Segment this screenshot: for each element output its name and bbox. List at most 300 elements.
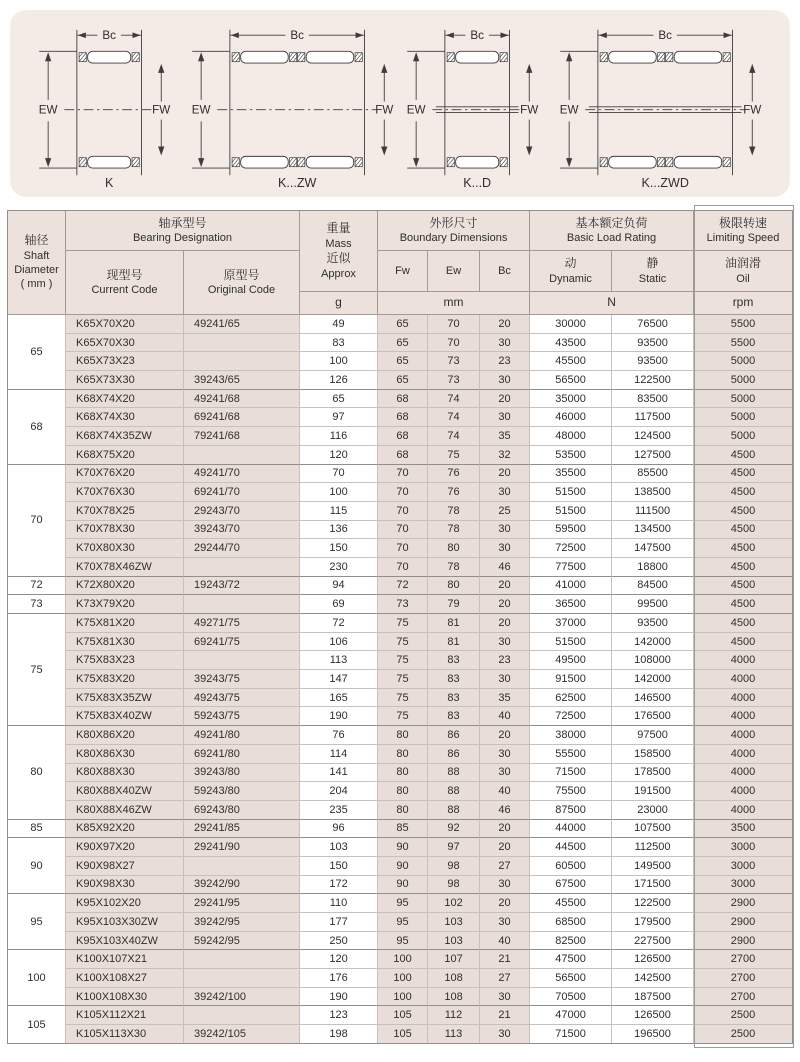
cell-static-load: 178500 (612, 764, 694, 783)
cell-bc: 40 (480, 707, 530, 726)
cell-mass: 76 (300, 726, 378, 745)
cell-current-code: K68X74X35ZW (66, 427, 184, 446)
cell-fw: 95 (378, 932, 428, 951)
cell-ew: 81 (428, 633, 480, 652)
cell-fw: 73 (378, 595, 428, 614)
cell-dynamic-load: 82500 (530, 932, 612, 951)
cell-oil-speed: 4500 (694, 446, 792, 465)
cell-static-load: 179500 (612, 913, 694, 932)
cell-static-load: 147500 (612, 539, 694, 558)
cell-current-code: K68X74X30 (66, 408, 184, 427)
cell-dynamic-load: 43500 (530, 334, 612, 353)
cell-current-code: K70X80X30 (66, 539, 184, 558)
cell-fw: 75 (378, 689, 428, 708)
cell-original-code: 69241/75 (184, 633, 300, 652)
designation-header-zh: 轴承型号 (158, 215, 207, 230)
cell-original-code (184, 558, 300, 577)
oil-header-zh: 油润滑 (725, 256, 762, 271)
cell-mass: 110 (300, 894, 378, 913)
table-row (8, 932, 792, 951)
shaft-header-unit: ( mm ) (20, 278, 53, 291)
cell-dynamic-load: 53500 (530, 446, 612, 465)
cell-current-code: K75X83X40ZW (66, 707, 184, 726)
cell-oil-speed: 4500 (694, 595, 792, 614)
cell-bc: 30 (480, 633, 530, 652)
cell-original-code: 19243/72 (184, 577, 300, 596)
cell-original-code (184, 857, 300, 876)
cell-original-code: 29241/95 (184, 894, 300, 913)
cell-bc: 30 (480, 334, 530, 353)
cell-ew: 74 (428, 390, 480, 409)
bearing-spec-table (7, 210, 793, 1044)
table-row (8, 745, 792, 764)
table-row (8, 820, 792, 839)
cell-mass: 141 (300, 764, 378, 783)
cell-oil-speed: 2900 (694, 932, 792, 951)
cell-original-code: 49271/75 (184, 614, 300, 633)
table-row (8, 465, 792, 484)
cell-fw: 80 (378, 726, 428, 745)
cell-fw: 65 (378, 315, 428, 334)
cell-ew: 113 (428, 1025, 480, 1043)
cell-dynamic-load: 36500 (530, 595, 612, 614)
col-header-fw (378, 251, 428, 292)
load-header-en: Basic Load Rating (566, 232, 657, 245)
mass-header-zh2: 近似 (326, 251, 351, 265)
cell-original-code: 49243/75 (184, 689, 300, 708)
cell-ew: 103 (428, 913, 480, 932)
table-row (8, 670, 792, 689)
cell-oil-speed: 2700 (694, 969, 792, 988)
cell-current-code: K100X108X27 (66, 969, 184, 988)
cell-oil-speed: 4000 (694, 651, 792, 670)
cell-original-code: 39242/90 (184, 876, 300, 895)
cell-bc: 30 (480, 521, 530, 540)
cell-oil-speed: 4000 (694, 707, 792, 726)
cell-mass: 113 (300, 651, 378, 670)
cell-current-code: K85X92X20 (66, 820, 184, 839)
table-row (8, 483, 792, 502)
cell-current-code: K70X78X25 (66, 502, 184, 521)
svg-text:FW: FW (374, 103, 393, 117)
cell-bc: 21 (480, 1006, 530, 1025)
bearing-diagram-KD (400, 13, 553, 201)
table-row (8, 969, 792, 988)
bearing-diagram-KZW (185, 13, 400, 201)
cell-shaft-diameter: 70 (8, 465, 66, 577)
cell-original-code: 69243/80 (184, 801, 300, 820)
cell-dynamic-load: 45500 (530, 894, 612, 913)
cell-ew: 75 (428, 446, 480, 465)
cell-shaft-diameter: 95 (8, 894, 66, 950)
cell-static-load: 93500 (612, 614, 694, 633)
cell-mass: 176 (300, 969, 378, 988)
cell-original-code: 59243/80 (184, 782, 300, 801)
cell-original-code (184, 969, 300, 988)
cell-mass: 72 (300, 614, 378, 633)
table-row (8, 764, 792, 783)
cell-ew: 70 (428, 315, 480, 334)
cell-original-code: 69241/68 (184, 408, 300, 427)
cell-oil-speed: 4000 (694, 764, 792, 783)
cell-oil-speed: 4500 (694, 483, 792, 502)
cell-static-load: 18800 (612, 558, 694, 577)
boundary-header-zh: 外形尺寸 (429, 215, 478, 230)
table-row (8, 1006, 792, 1025)
cell-shaft-diameter: 73 (8, 595, 66, 614)
cell-ew: 83 (428, 651, 480, 670)
svg-text:Bc: Bc (102, 29, 116, 43)
cell-ew: 107 (428, 950, 480, 969)
cell-static-load: 126500 (612, 1006, 694, 1025)
cell-fw: 85 (378, 820, 428, 839)
cell-mass: 150 (300, 857, 378, 876)
cell-bc: 30 (480, 483, 530, 502)
cell-current-code: K75X83X35ZW (66, 689, 184, 708)
cell-static-load: 107500 (612, 820, 694, 839)
cell-mass: 120 (300, 950, 378, 969)
cell-mass: 120 (300, 446, 378, 465)
col-header-dynamic (530, 251, 612, 292)
cell-static-load: 149500 (612, 857, 694, 876)
cell-fw: 65 (378, 352, 428, 371)
table-row (8, 838, 792, 857)
col-header-bearing-designation (66, 211, 300, 251)
cell-shaft-diameter: 65 (8, 315, 66, 390)
cell-bc: 32 (480, 446, 530, 465)
cell-bc: 30 (480, 539, 530, 558)
bearing-diagrams-panel (10, 10, 790, 197)
cell-fw: 70 (378, 521, 428, 540)
svg-text:Bc: Bc (657, 29, 672, 43)
cell-original-code (184, 950, 300, 969)
cell-ew: 80 (428, 577, 480, 596)
cell-mass: 114 (300, 745, 378, 764)
cell-current-code: K70X76X30 (66, 483, 184, 502)
table-row (8, 894, 792, 913)
cell-shaft-diameter: 80 (8, 726, 66, 819)
cell-bc: 46 (480, 558, 530, 577)
cell-fw: 68 (378, 427, 428, 446)
static-header-en: Static (638, 272, 667, 285)
bc-label: Bc (498, 264, 511, 277)
cell-fw: 80 (378, 764, 428, 783)
cell-original-code: 69241/80 (184, 745, 300, 764)
cell-original-code: 39243/80 (184, 764, 300, 783)
cell-original-code (184, 446, 300, 465)
col-header-limiting-speed (694, 211, 792, 251)
cell-fw: 90 (378, 857, 428, 876)
cell-oil-speed: 5500 (694, 334, 792, 353)
cell-shaft-diameter: 72 (8, 577, 66, 596)
cell-static-load: 227500 (612, 932, 694, 951)
cell-current-code: K90X98X27 (66, 857, 184, 876)
cell-ew: 112 (428, 1006, 480, 1025)
cell-mass: 230 (300, 558, 378, 577)
cell-static-load: 138500 (612, 483, 694, 502)
table-row (8, 633, 792, 652)
cell-fw: 75 (378, 651, 428, 670)
cell-original-code: 49241/65 (184, 315, 300, 334)
designation-header-en: Bearing Designation (132, 232, 233, 245)
cell-static-load: 84500 (612, 577, 694, 596)
cell-original-code: 39242/100 (184, 988, 300, 1007)
unit-mass: g (300, 292, 378, 315)
cell-bc: 35 (480, 689, 530, 708)
svg-text:EW: EW (38, 103, 58, 117)
cell-shaft-diameter: 85 (8, 820, 66, 839)
cell-bc: 30 (480, 988, 530, 1007)
cell-dynamic-load: 30000 (530, 315, 612, 334)
cell-original-code: 29241/85 (184, 820, 300, 839)
cell-fw: 65 (378, 371, 428, 390)
cell-current-code: K80X88X40ZW (66, 782, 184, 801)
cell-dynamic-load: 67500 (530, 876, 612, 895)
cell-dynamic-load: 47500 (530, 950, 612, 969)
fw-label: Fw (395, 264, 410, 277)
cell-ew: 78 (428, 558, 480, 577)
cell-original-code (184, 352, 300, 371)
col-header-static (612, 251, 694, 292)
cell-ew: 83 (428, 707, 480, 726)
cell-current-code: K75X83X23 (66, 651, 184, 670)
cell-static-load: 108000 (612, 651, 694, 670)
cell-current-code: K75X83X20 (66, 670, 184, 689)
cell-oil-speed: 2500 (694, 1025, 792, 1043)
cell-mass: 70 (300, 465, 378, 484)
cell-static-load: 196500 (612, 1025, 694, 1043)
cell-fw: 68 (378, 446, 428, 465)
cell-original-code (184, 334, 300, 353)
cell-static-load: 146500 (612, 689, 694, 708)
cell-bc: 35 (480, 427, 530, 446)
cell-static-load: 124500 (612, 427, 694, 446)
cell-ew: 83 (428, 689, 480, 708)
cell-original-code: 39242/105 (184, 1025, 300, 1043)
cell-dynamic-load: 55500 (530, 745, 612, 764)
cell-static-load: 85500 (612, 465, 694, 484)
svg-text:K...ZW: K...ZW (277, 175, 316, 190)
cell-fw: 100 (378, 969, 428, 988)
cell-fw: 80 (378, 745, 428, 764)
cell-fw: 70 (378, 465, 428, 484)
cell-oil-speed: 3000 (694, 876, 792, 895)
cell-static-load: 191500 (612, 782, 694, 801)
cell-bc: 20 (480, 390, 530, 409)
cell-static-load: 142500 (612, 969, 694, 988)
cell-dynamic-load: 91500 (530, 670, 612, 689)
cell-fw: 105 (378, 1006, 428, 1025)
cell-mass: 172 (300, 876, 378, 895)
cell-current-code: K95X103X30ZW (66, 913, 184, 932)
col-header-basic-load-rating (530, 211, 694, 251)
cell-fw: 70 (378, 539, 428, 558)
cell-fw: 95 (378, 894, 428, 913)
cell-mass: 83 (300, 334, 378, 353)
table-row (8, 950, 792, 969)
table-row (8, 558, 792, 577)
speed-header-en: Limiting Speed (706, 232, 780, 245)
cell-fw: 105 (378, 1025, 428, 1043)
cell-ew: 73 (428, 371, 480, 390)
cell-static-load: 93500 (612, 352, 694, 371)
cell-bc: 30 (480, 764, 530, 783)
cell-oil-speed: 2700 (694, 950, 792, 969)
cell-static-load: 76500 (612, 315, 694, 334)
cell-mass: 147 (300, 670, 378, 689)
cell-static-load: 126500 (612, 950, 694, 969)
cell-static-load: 142000 (612, 633, 694, 652)
table-row (8, 334, 792, 353)
cell-current-code: K80X88X30 (66, 764, 184, 783)
boundary-header-en: Boundary Dimensions (399, 232, 508, 245)
cell-ew: 86 (428, 745, 480, 764)
cell-dynamic-load: 44500 (530, 838, 612, 857)
cell-current-code: K65X70X30 (66, 334, 184, 353)
table-row (8, 876, 792, 895)
col-header-boundary-dimensions (378, 211, 530, 251)
cell-oil-speed: 4500 (694, 614, 792, 633)
cell-mass: 136 (300, 521, 378, 540)
cell-original-code: 39243/70 (184, 521, 300, 540)
cell-fw: 68 (378, 390, 428, 409)
cell-current-code: K95X102X20 (66, 894, 184, 913)
cell-fw: 100 (378, 950, 428, 969)
cell-current-code: K70X78X46ZW (66, 558, 184, 577)
cell-bc: 20 (480, 577, 530, 596)
cell-dynamic-load: 38000 (530, 726, 612, 745)
cell-bc: 20 (480, 726, 530, 745)
cell-original-code: 59243/75 (184, 707, 300, 726)
cell-mass: 96 (300, 820, 378, 839)
cell-bc: 20 (480, 595, 530, 614)
cell-oil-speed: 5500 (694, 315, 792, 334)
cell-bc: 25 (480, 502, 530, 521)
shaft-header-en2: Diameter (14, 264, 59, 277)
cell-dynamic-load: 51500 (530, 502, 612, 521)
cell-current-code: K90X97X20 (66, 838, 184, 857)
cell-static-load: 134500 (612, 521, 694, 540)
mass-header-zh1: 重量 (326, 221, 351, 236)
cell-mass: 103 (300, 838, 378, 857)
cell-current-code: K70X76X20 (66, 465, 184, 484)
shaft-header-zh: 轴径 (24, 233, 49, 248)
cell-static-load: 187500 (612, 988, 694, 1007)
cell-ew: 79 (428, 595, 480, 614)
cell-static-load: 122500 (612, 894, 694, 913)
cell-current-code: K75X81X30 (66, 633, 184, 652)
cell-oil-speed: 3500 (694, 820, 792, 839)
cell-current-code: K80X86X30 (66, 745, 184, 764)
cell-bc: 30 (480, 876, 530, 895)
cell-oil-speed: 5000 (694, 352, 792, 371)
cell-current-code: K72X80X20 (66, 577, 184, 596)
cell-dynamic-load: 48000 (530, 427, 612, 446)
cell-oil-speed: 4500 (694, 577, 792, 596)
cell-dynamic-load: 47000 (530, 1006, 612, 1025)
cell-mass: 100 (300, 352, 378, 371)
cell-mass: 126 (300, 371, 378, 390)
cell-oil-speed: 5000 (694, 427, 792, 446)
cell-current-code: K73X79X20 (66, 595, 184, 614)
table-row (8, 1025, 792, 1043)
cell-mass: 123 (300, 1006, 378, 1025)
col-header-mass (300, 211, 378, 292)
cell-ew: 98 (428, 857, 480, 876)
cell-bc: 30 (480, 1025, 530, 1043)
cell-ew: 76 (428, 465, 480, 484)
cell-ew: 70 (428, 334, 480, 353)
col-header-bc (480, 251, 530, 292)
cell-mass: 190 (300, 707, 378, 726)
cell-mass: 250 (300, 932, 378, 951)
cell-ew: 80 (428, 539, 480, 558)
cell-mass: 204 (300, 782, 378, 801)
spec-table-body (8, 315, 792, 1043)
cell-dynamic-load: 59500 (530, 521, 612, 540)
cell-oil-speed: 3000 (694, 857, 792, 876)
cell-dynamic-load: 62500 (530, 689, 612, 708)
cell-bc: 23 (480, 651, 530, 670)
cell-shaft-diameter: 100 (8, 950, 66, 1006)
cell-mass: 65 (300, 390, 378, 409)
cell-fw: 68 (378, 408, 428, 427)
cell-ew: 88 (428, 801, 480, 820)
cell-dynamic-load: 49500 (530, 651, 612, 670)
cell-fw: 80 (378, 782, 428, 801)
cell-dynamic-load: 72500 (530, 539, 612, 558)
svg-text:EW: EW (191, 103, 211, 117)
svg-text:K...ZWD: K...ZWD (641, 175, 689, 190)
cell-bc: 20 (480, 614, 530, 633)
svg-text:FW: FW (742, 103, 761, 117)
cell-original-code: 39243/75 (184, 670, 300, 689)
cell-original-code: 29244/70 (184, 539, 300, 558)
original-code-header-en: Original Code (207, 284, 276, 297)
cell-fw: 72 (378, 577, 428, 596)
ew-label: Ew (445, 264, 462, 277)
cell-original-code: 49241/70 (184, 465, 300, 484)
cell-oil-speed: 4000 (694, 801, 792, 820)
cell-oil-speed: 2900 (694, 913, 792, 932)
cell-mass: 235 (300, 801, 378, 820)
cell-ew: 74 (428, 408, 480, 427)
cell-bc: 27 (480, 969, 530, 988)
cell-static-load: 111500 (612, 502, 694, 521)
table-row (8, 427, 792, 446)
table-row (8, 857, 792, 876)
cell-dynamic-load: 51500 (530, 483, 612, 502)
cell-oil-speed: 2500 (694, 1006, 792, 1025)
cell-current-code: K68X74X20 (66, 390, 184, 409)
cell-ew: 73 (428, 352, 480, 371)
cell-bc: 20 (480, 838, 530, 857)
cell-dynamic-load: 75500 (530, 782, 612, 801)
cell-dynamic-load: 68500 (530, 913, 612, 932)
table-row (8, 726, 792, 745)
table-row (8, 390, 792, 409)
cell-ew: 88 (428, 764, 480, 783)
mass-header-en2: Approx (321, 267, 356, 280)
bearing-diagram-KZWD (553, 13, 768, 201)
cell-dynamic-load: 41000 (530, 577, 612, 596)
cell-ew: 102 (428, 894, 480, 913)
col-header-shaft-diameter (8, 211, 66, 315)
cell-original-code (184, 1006, 300, 1025)
cell-ew: 88 (428, 782, 480, 801)
cell-current-code: K70X78X30 (66, 521, 184, 540)
cell-oil-speed: 4500 (694, 502, 792, 521)
